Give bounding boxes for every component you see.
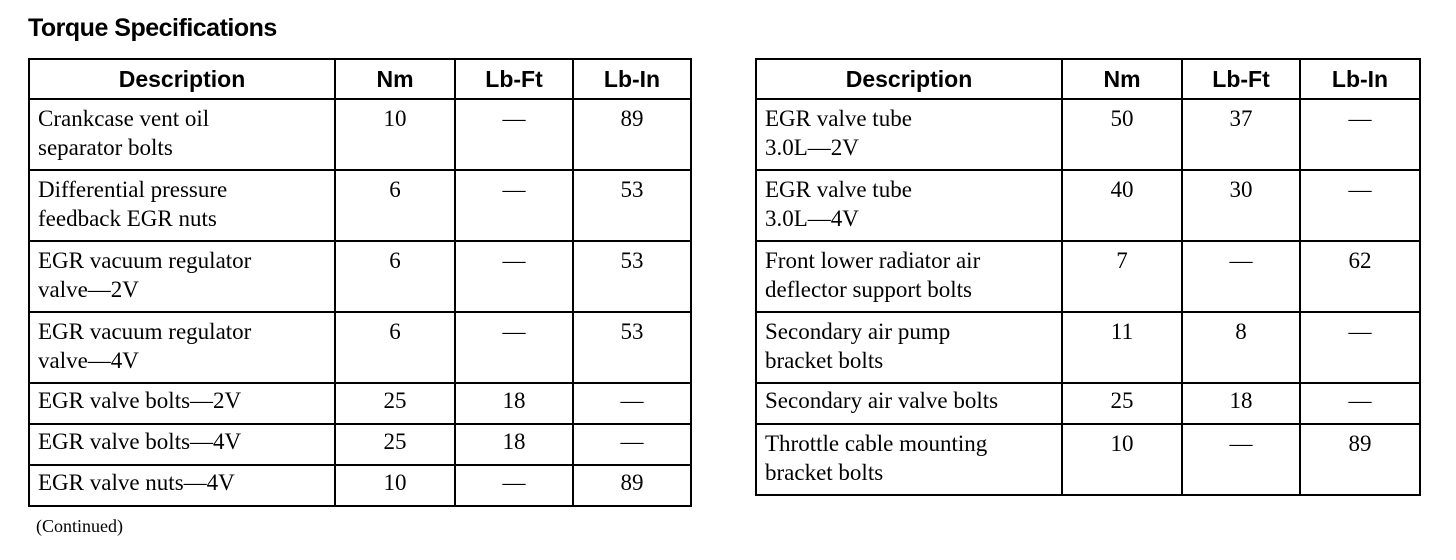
- cell-nm: 10: [335, 99, 455, 170]
- cell-lbin: 53: [573, 170, 691, 241]
- cell-nm: 40: [1062, 170, 1182, 241]
- cell-description: Secondary air valve bolts: [756, 383, 1062, 424]
- continued-note: (Continued): [36, 516, 123, 536]
- cell-description: Crankcase vent oil separator bolts: [29, 99, 335, 170]
- cell-nm: 25: [1062, 383, 1182, 424]
- column-header-nm: Nm: [335, 59, 455, 99]
- cell-lbft: —: [1182, 241, 1300, 312]
- cell-nm: 25: [335, 424, 455, 465]
- column-header-description: Description: [29, 59, 335, 99]
- cell-lbin: 89: [1300, 424, 1420, 495]
- cell-lbft: 8: [1182, 312, 1300, 383]
- table-row: [756, 424, 1420, 495]
- cell-lbin: 89: [573, 465, 691, 506]
- cell-nm: 10: [335, 465, 455, 506]
- cell-lbin: 89: [573, 99, 691, 170]
- cell-lbin: —: [573, 383, 691, 424]
- cell-description: EGR valve bolts—4V: [29, 424, 335, 465]
- table-row: [756, 312, 1420, 383]
- table-row: [756, 241, 1420, 312]
- table-row: [756, 383, 1420, 424]
- cell-lbin: 62: [1300, 241, 1420, 312]
- cell-lbin: —: [1300, 383, 1420, 424]
- cell-nm: 7: [1062, 241, 1182, 312]
- cell-nm: 6: [335, 170, 455, 241]
- cell-lbin: —: [573, 424, 691, 465]
- cell-nm: 6: [335, 241, 455, 312]
- cell-lbin: 53: [573, 241, 691, 312]
- table-row: [29, 241, 691, 312]
- cell-lbft: —: [1182, 424, 1300, 495]
- cell-lbin: —: [1300, 312, 1420, 383]
- column-header-lbft: Lb-Ft: [455, 59, 573, 99]
- cell-description: Secondary air pump bracket bolts: [756, 312, 1062, 383]
- cell-description: EGR vacuum regulator valve—4V: [29, 312, 335, 383]
- header-row: [29, 59, 691, 99]
- cell-lbft: 30: [1182, 170, 1300, 241]
- page-title: Torque Specifications: [28, 14, 277, 42]
- cell-description: EGR valve nuts—4V: [29, 465, 335, 506]
- cell-lbft: —: [455, 312, 573, 383]
- column-header-nm: Nm: [1062, 59, 1182, 99]
- cell-lbft: 18: [455, 383, 573, 424]
- column-header-lbin: Lb-In: [573, 59, 691, 99]
- cell-description: EGR valve bolts—2V: [29, 383, 335, 424]
- header-row: [756, 59, 1420, 99]
- cell-description: Throttle cable mounting bracket bolts: [756, 424, 1062, 495]
- column-header-description: Description: [756, 59, 1062, 99]
- cell-lbin: —: [1300, 99, 1420, 170]
- cell-lbft: —: [455, 170, 573, 241]
- table-row: [29, 170, 691, 241]
- cell-nm: 10: [1062, 424, 1182, 495]
- cell-description: EGR valve tube 3.0L—2V: [756, 99, 1062, 170]
- cell-lbft: 37: [1182, 99, 1300, 170]
- torque-table-left: [28, 58, 692, 507]
- cell-nm: 11: [1062, 312, 1182, 383]
- cell-nm: 6: [335, 312, 455, 383]
- table-row: [756, 99, 1420, 170]
- cell-lbin: —: [1300, 170, 1420, 241]
- cell-lbft: —: [455, 465, 573, 506]
- cell-lbin: 53: [573, 312, 691, 383]
- cell-lbft: 18: [1182, 383, 1300, 424]
- column-header-lbft: Lb-Ft: [1182, 59, 1300, 99]
- torque-table-right: [755, 58, 1421, 496]
- table-row: [29, 465, 691, 506]
- cell-nm: 50: [1062, 99, 1182, 170]
- cell-nm: 25: [335, 383, 455, 424]
- cell-description: Differential pressure feedback EGR nuts: [29, 170, 335, 241]
- column-header-lbin: Lb-In: [1300, 59, 1420, 99]
- table-row: [29, 383, 691, 424]
- cell-description: EGR vacuum regulator valve—2V: [29, 241, 335, 312]
- cell-lbft: —: [455, 241, 573, 312]
- table-row: [29, 99, 691, 170]
- cell-lbft: —: [455, 99, 573, 170]
- cell-description: Front lower radiator air deflector support bolts: [756, 241, 1062, 312]
- table-row: [29, 312, 691, 383]
- cell-description: EGR valve tube 3.0L—4V: [756, 170, 1062, 241]
- table-row: [29, 424, 691, 465]
- cell-lbft: 18: [455, 424, 573, 465]
- table-row: [756, 170, 1420, 241]
